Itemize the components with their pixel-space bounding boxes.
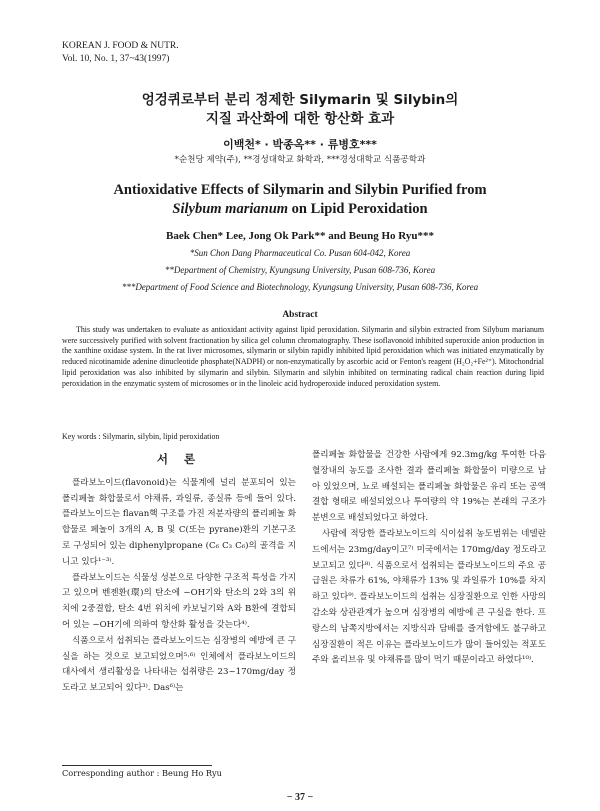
abstract-body	[62, 325, 544, 389]
right-column	[312, 448, 546, 669]
journal-header	[62, 40, 179, 66]
paragraph: 플라보노이드는 식물성 성분으로 다양한 구조적 특성을 가지고 있으며 벤젠환(環)의 탄소에 −OH기와 탄소의 2와 3의 위치에 2중결합, 탄소 4번 위치에 카보닐기와 A와 B환에 결합되어 있는 −OH기에 의하여 항산화 활성을 갖는다⁴⁾.	[62, 572, 296, 630]
affiliation-1: *Sun Chon Dang Pharmaceutical Co. Pusan 604-042, Korea	[189, 248, 411, 258]
corresponding-author: Corresponding author : Beung Ho Ryu	[62, 768, 222, 778]
journal-volume: Vol. 10, No. 1, 37~43(1997)	[62, 54, 170, 64]
affiliation-2: **Department of Chemistry, Kyungsung University, Pusan 608-736, Korea	[164, 265, 436, 275]
english-title-rest: on Lipid Peroxidation	[288, 201, 428, 217]
paragraph: 식품으로서 섭취되는 플라보노이드는 심장병의 예방에 큰 구실을 하는 것으로 보고되었으며⁵·⁶⁾ 인체에서 플라보노이드의 대사에서 생리활성을 나타내는 섭취량은 23~170mg/day 정도라고 보고되어 있다³⁾. Das⁶⁾는	[62, 635, 296, 694]
abstract-heading: Abstract	[282, 310, 318, 320]
english-authors: Baek Chen* Lee, Jong Ok Park** and Beung Ho Ryu***	[166, 230, 434, 242]
left-column	[62, 448, 296, 697]
journal-name: KOREAN J. FOOD & NUTR.	[62, 41, 179, 51]
korean-title-line2: 지질 과산화에 대한 항산화 효과	[205, 111, 395, 127]
korean-affiliations: *순천당 제약(주), **경성대학교 화학과, ***경성대학교 식품공학과	[174, 155, 426, 165]
paragraph: 플라보노이드(flavonoid)는 식물계에 널리 분포되어 있는 폴리페놀 화합물로서 야채류, 과일류, 종실류 등에 들어 있다. 플라보노이드는 flavan핵 구조를 가진 저분자량의 폴리페놀 화합물로 페놀이 3개의 A, B 및 C(또는 pyrane)환의 기본구조로 구성되어 있는 diphenylpropane (C₆ C₃ C₆)의 골격을 지니고 있다¹⁻³⁾.	[62, 477, 296, 567]
keywords: Key words : Silymarin, silybin, lipid peroxidation	[62, 432, 220, 441]
english-title-line2	[0, 199, 600, 219]
section-heading: 서 론	[156, 452, 202, 466]
species-name: Silybum marianum	[172, 201, 289, 217]
english-title-line1: Antioxidative Effects of Silymarin and Silybin Purified from	[113, 182, 487, 198]
paragraph: 폴리페놀 화합물을 건강한 사람에게 92.3mg/kg 투여한 다음 혈장내의 농도를 조사한 결과 폴리페놀 화합물이 미량으로 남아 있었으며, 뇨로 배설되는 폴리페놀 화합물은 유리 또는 공액결합 형태로 배설되었으나 투여량의 약 19%는 본래의 구조가 분변으로 배설되었다고 하였다.	[312, 450, 546, 524]
korean-title-line1: 엉겅퀴로부터 분리 정제한 Silymarin 및 Silybin의	[141, 92, 459, 108]
affiliation-3: ***Department of Food Science and Biotechnology, Kyungsung University, Pusan 608-736, Korea	[121, 282, 479, 292]
korean-authors: 이백천* · 박종옥** · 류병호***	[223, 138, 377, 151]
footnote-divider	[62, 765, 212, 766]
abstract-text: This study was undertaken to evaluate as antioxidant activity against lipid peroxidation. Silymarin and silybin extracted from Silybum marianum were successively purified with solvent fractionation by silica gel column chromatography. These isoflavonoid inhibited superoxide anion production in the xanthine oxidase system. In the rat liver microsomes, silymarin or silybin rapidly inhibited lipid peroxidation which was initiated enzymatically by reduced nicotinamide adenine dinucleotide phosphate(NADPH) or non-enzymatically by ascorbic acid or Fenton's reagent (H₂O₂+Fe²⁺). Mitochondrial lipid peroxidation was also inhibited by silymarin and silybin. Silymarin and silybin inhibited on terminating radical chain reaction during lipid peroxidation in the enzymatic system of microsomes or in the linoleic acid hydroperoxide induced peroxidation system.	[62, 325, 544, 388]
paragraph: 사람에 적당한 플라보노이드의 식이섭취 농도범위는 네델란드에서는 23mg/day이고⁷⁾ 미국에서는 170mg/day 정도라고 보고되고 있다⁸⁾. 식품으로서 섭취되는 플라보노이드의 주요 공급원은 차류가 61%, 야채류가 13% 및 과일류가 10%를 차지하고 있다⁹⁾. 플라보노이드의 섭취는 심장질환으로 인한 사망의 감소와 상관관계가 높으며 심장병의 예방에 큰 구실을 한다. 프랑스의 남쪽지방에서는 지방식과 담배를 즐겨함에도 불구하고 심장질환이 적은 이유는 플라보노이드가 많이 들어있는 적포도주와 올리브유 및 야채류를 많이 먹기 때문이라고 하였다¹⁰⁾.	[312, 528, 546, 666]
page-number: − 37 −	[286, 792, 314, 803]
